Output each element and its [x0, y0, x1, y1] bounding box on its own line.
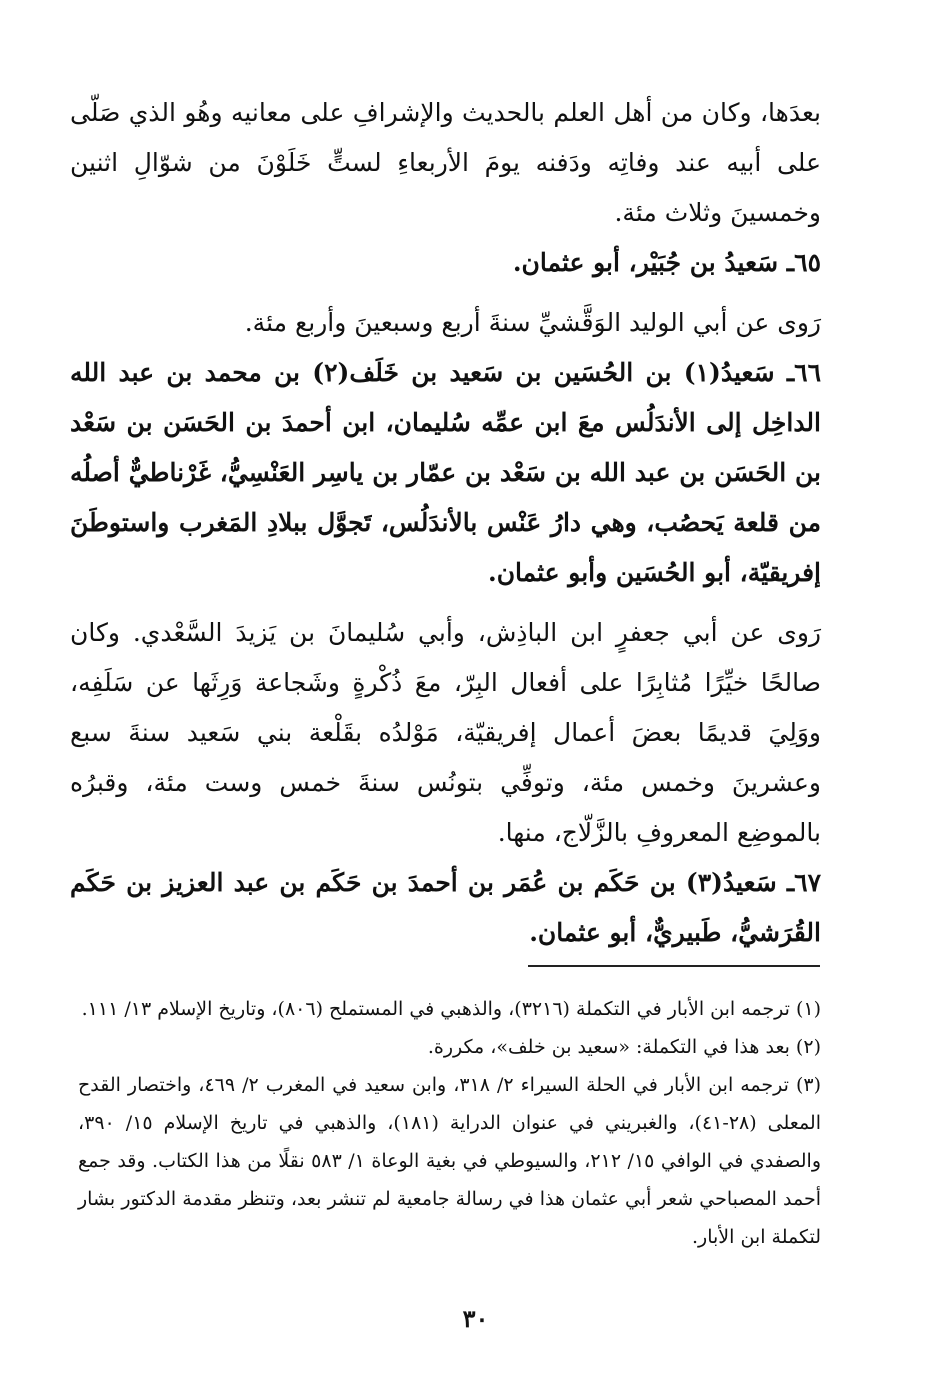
footnote-2: (٢) بعد هذا في التكملة: «سعيد بن خلف»، مكررة.	[427, 1036, 821, 1058]
footnotes	[78, 990, 821, 1256]
footnote-3: (٣) ترجمه ابن الأبار في الحلة السيراء ٢/ ٣١٨، وابن سعيد في المغرب ٢/ ٤٦٩، واختصار القدح المعلى (٢٨-٤١)، والغبريني في عنوان الدراية (١٨١)، والذهبي في تاريخ الإسلام ١٥/ ٣٩٠، والصفدي في الوافي ١٥/ ٢١٢، والسيوطي في بغية الوعاة ١/ ٥٨٣ نقلًا من هذا الكتاب. وقد جمع أحمد المصباحي شعر أبي عثمان هذا في رسالة جامعية لم تنشر بعد، وتنظر مقدمة الدكتور بشار لتكملة ابن الأبار.	[78, 1074, 821, 1248]
entry-67-heading: ٦٧ـ سَعيدُ(٣) بن حَكَم بن عُمَر بن أحمدَ بن حَكَم بن عبد العزيز بن حَكَم القُرَشيُّ، طَبيريٌّ، أبو عثمان.	[70, 868, 822, 947]
page-number: ٣٠	[462, 1304, 489, 1333]
entry-66-heading: ٦٦ـ سَعيدُ(١) بن الحُسَين بن سَعيد بن خَلَف(٢) بن محمد بن عبد الله الداخِل إلى الأندَلُس معَ ابن عمِّه سُليمان، ابن أحمدَ بن الحَسَن بن سَعْد بن الحَسَن بن عبد الله بن سَعْد بن عمّار بن ياسِر العَنْسِيُّ، غَرْناطيٌّ أصلُه من قلعة يَحصُب، وهي دارُ عَنْس بالأندَلُس، تَجوَّل ببلادِ المَغرب واستوطَنَ إفريقيّة، أبو الحُسَين وأبو عثمان.	[70, 358, 821, 587]
entry-65-body: رَوى عن أبي الوليد الوَقَّشيِّ سنةَ أربع وسبعينَ وأربع مئة.	[244, 308, 821, 337]
entry-66-body: رَوى عن أبي جعفرٍ ابن الباذِش، وأبي سُليمانَ بن يَزيدَ السَّعْدي. وكان صالحًا خيِّرًا مُثابِرًا على أفعال البِرّ، معَ ذُكْرةٍ وشَجاعة وَرِثَها عن سَلَفِه، ووَلِيَ قديمًا بعضَ أعمال إفريقيّة، مَوْلدُه بقَلْعة بني سَعيد سنةَ سبع وعشرينَ وخمس مئة، وتوفِّي بتونُس سنةَ خمس وست مئة، وقبرُه بالموضِع المعروفِ بالزَّلّاج، منها.	[70, 618, 821, 847]
entry-65-heading: ٦٥ـ سَعيدُ بن جُبَيْر، أبو عثمان.	[512, 248, 821, 277]
main-text	[70, 88, 821, 958]
footnote-separator	[528, 965, 820, 967]
footnote-1: (١) ترجمه ابن الأبار في التكملة (٣٢١٦)، والذهبي في المستملح (٨٠٦)، وتاريخ الإسلام ١٣/ ١١١.	[81, 998, 821, 1020]
paragraph-continuation: بعدَها، وكان من أهل العلم بالحديث والإشرافِ على معانيه وهُو الذي صَلّى على أبيه عند وفاتِه ودَفنه يومَ الأربعاءِ لستٍّ خَلَوْنَ من شوّالِ اثنين وخمسينَ وثلاث مئة.	[70, 98, 821, 227]
